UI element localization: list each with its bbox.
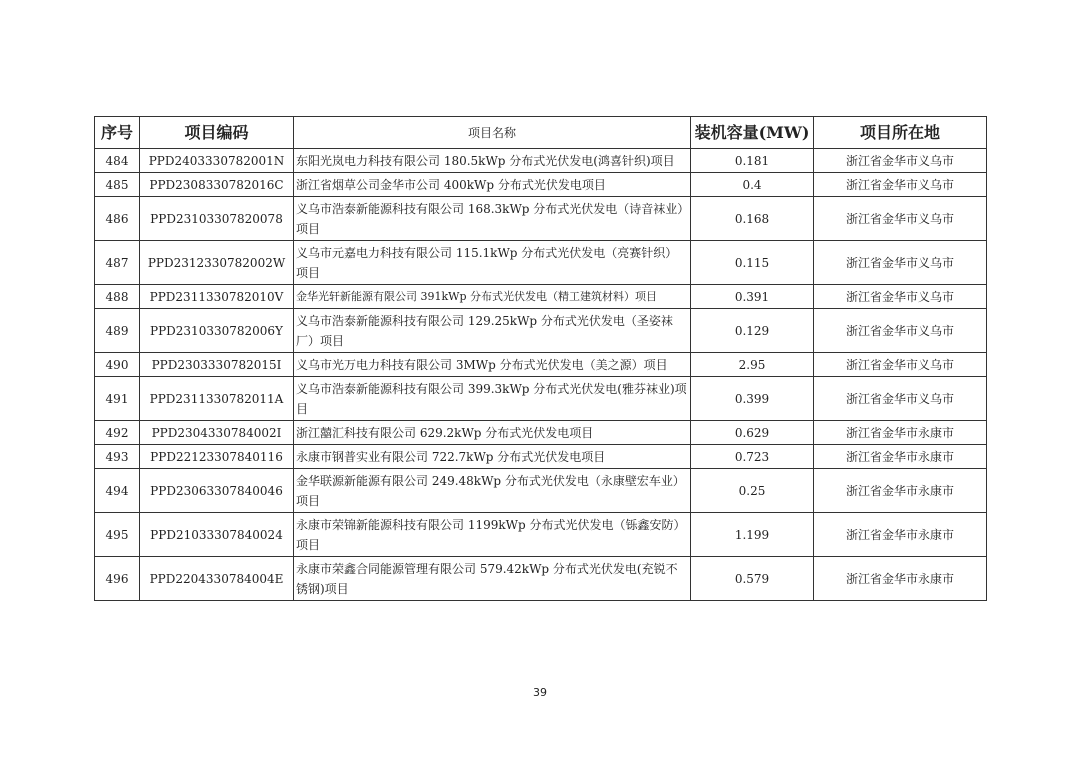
cell-location: 浙江省金华市义乌市 — [814, 197, 987, 241]
cell-capacity: 1.199 — [691, 513, 814, 557]
cell-seq: 491 — [95, 377, 140, 421]
table-row — [95, 197, 987, 241]
cell-seq: 487 — [95, 241, 140, 285]
cell-location: 浙江省金华市义乌市 — [814, 353, 987, 377]
table-row — [95, 173, 987, 197]
cell-capacity: 0.168 — [691, 197, 814, 241]
cell-code: PPD2303330782015I — [140, 353, 294, 377]
page-number: 39 — [533, 686, 547, 699]
header-capacity: 装机容量(MW) — [691, 117, 814, 149]
cell-capacity: 0.399 — [691, 377, 814, 421]
cell-name: 东阳光岚电力科技有限公司 180.5kWp 分布式光伏发电(鸿喜针织)项目 — [294, 149, 691, 173]
table-header-row — [95, 117, 987, 149]
cell-name: 金华光轩新能源有限公司 391kWp 分布式光伏发电（精工建筑材料）项目 — [294, 285, 691, 309]
cell-capacity: 0.579 — [691, 557, 814, 601]
table-row — [95, 421, 987, 445]
cell-capacity: 0.25 — [691, 469, 814, 513]
cell-capacity: 0.723 — [691, 445, 814, 469]
header-name: 项目名称 — [294, 117, 691, 149]
cell-capacity: 0.629 — [691, 421, 814, 445]
cell-code: PPD21033307840024 — [140, 513, 294, 557]
cell-location: 浙江省金华市永康市 — [814, 513, 987, 557]
cell-location: 浙江省金华市永康市 — [814, 445, 987, 469]
cell-location: 浙江省金华市义乌市 — [814, 173, 987, 197]
cell-code: PPD23063307840046 — [140, 469, 294, 513]
cell-code: PPD22123307840116 — [140, 445, 294, 469]
cell-name: 浙江囍汇科技有限公司 629.2kWp 分布式光伏发电项目 — [294, 421, 691, 445]
table-row — [95, 445, 987, 469]
table-row — [95, 285, 987, 309]
cell-name: 永康市荣锦新能源科技有限公司 1199kWp 分布式光伏发电（铄鑫安防）项目 — [294, 513, 691, 557]
cell-seq: 493 — [95, 445, 140, 469]
cell-seq: 494 — [95, 469, 140, 513]
cell-location: 浙江省金华市义乌市 — [814, 285, 987, 309]
cell-seq: 495 — [95, 513, 140, 557]
cell-code: PPD2308330782016C — [140, 173, 294, 197]
cell-location: 浙江省金华市永康市 — [814, 469, 987, 513]
cell-capacity: 0.391 — [691, 285, 814, 309]
cell-code: PPD23103307820078 — [140, 197, 294, 241]
cell-location: 浙江省金华市义乌市 — [814, 149, 987, 173]
cell-name: 义乌市浩泰新能源科技有限公司 168.3kWp 分布式光伏发电（诗音袜业）项目 — [294, 197, 691, 241]
cell-name: 浙江省烟草公司金华市公司 400kWp 分布式光伏发电项目 — [294, 173, 691, 197]
cell-capacity: 0.129 — [691, 309, 814, 353]
cell-seq: 489 — [95, 309, 140, 353]
cell-name: 义乌市浩泰新能源科技有限公司 399.3kWp 分布式光伏发电(雅芬袜业)项目 — [294, 377, 691, 421]
cell-location: 浙江省金华市义乌市 — [814, 377, 987, 421]
cell-name: 义乌市浩泰新能源科技有限公司 129.25kWp 分布式光伏发电（圣姿袜厂）项目 — [294, 309, 691, 353]
cell-capacity: 0.115 — [691, 241, 814, 285]
cell-capacity: 0.4 — [691, 173, 814, 197]
cell-name: 永康市荣鑫合同能源管理有限公司 579.42kWp 分布式光伏发电(充锐不锈钢)项目 — [294, 557, 691, 601]
table-row — [95, 557, 987, 601]
cell-seq: 488 — [95, 285, 140, 309]
cell-name: 义乌市元嘉电力科技有限公司 115.1kWp 分布式光伏发电（亮赛针织）项目 — [294, 241, 691, 285]
header-seq: 序号 — [95, 117, 140, 149]
table-row — [95, 377, 987, 421]
header-location: 项目所在地 — [814, 117, 987, 149]
cell-location: 浙江省金华市义乌市 — [814, 309, 987, 353]
cell-name: 金华联源新能源有限公司 249.48kWp 分布式光伏发电（永康壁宏车业）项目 — [294, 469, 691, 513]
cell-seq: 492 — [95, 421, 140, 445]
header-code: 项目编码 — [140, 117, 294, 149]
cell-capacity: 0.181 — [691, 149, 814, 173]
cell-seq: 484 — [95, 149, 140, 173]
cell-seq: 486 — [95, 197, 140, 241]
cell-capacity: 2.95 — [691, 353, 814, 377]
cell-seq: 485 — [95, 173, 140, 197]
cell-location: 浙江省金华市义乌市 — [814, 241, 987, 285]
cell-seq: 496 — [95, 557, 140, 601]
cell-code: PPD2204330784004E — [140, 557, 294, 601]
table-row — [95, 353, 987, 377]
cell-location: 浙江省金华市永康市 — [814, 421, 987, 445]
table-row — [95, 513, 987, 557]
cell-code: PPD2304330784002I — [140, 421, 294, 445]
cell-code: PPD2403330782001N — [140, 149, 294, 173]
cell-code: PPD2311330782010V — [140, 285, 294, 309]
cell-name: 义乌市光万电力科技有限公司 3MWp 分布式光伏发电（美之源）项目 — [294, 353, 691, 377]
cell-code: PPD2311330782011A — [140, 377, 294, 421]
table-row — [95, 469, 987, 513]
cell-location: 浙江省金华市永康市 — [814, 557, 987, 601]
cell-name: 永康市钢普实业有限公司 722.7kWp 分布式光伏发电项目 — [294, 445, 691, 469]
project-table — [94, 116, 987, 601]
cell-code: PPD2310330782006Y — [140, 309, 294, 353]
cell-code: PPD2312330782002W — [140, 241, 294, 285]
table-row — [95, 241, 987, 285]
table-row — [95, 309, 987, 353]
cell-seq: 490 — [95, 353, 140, 377]
table-row — [95, 149, 987, 173]
